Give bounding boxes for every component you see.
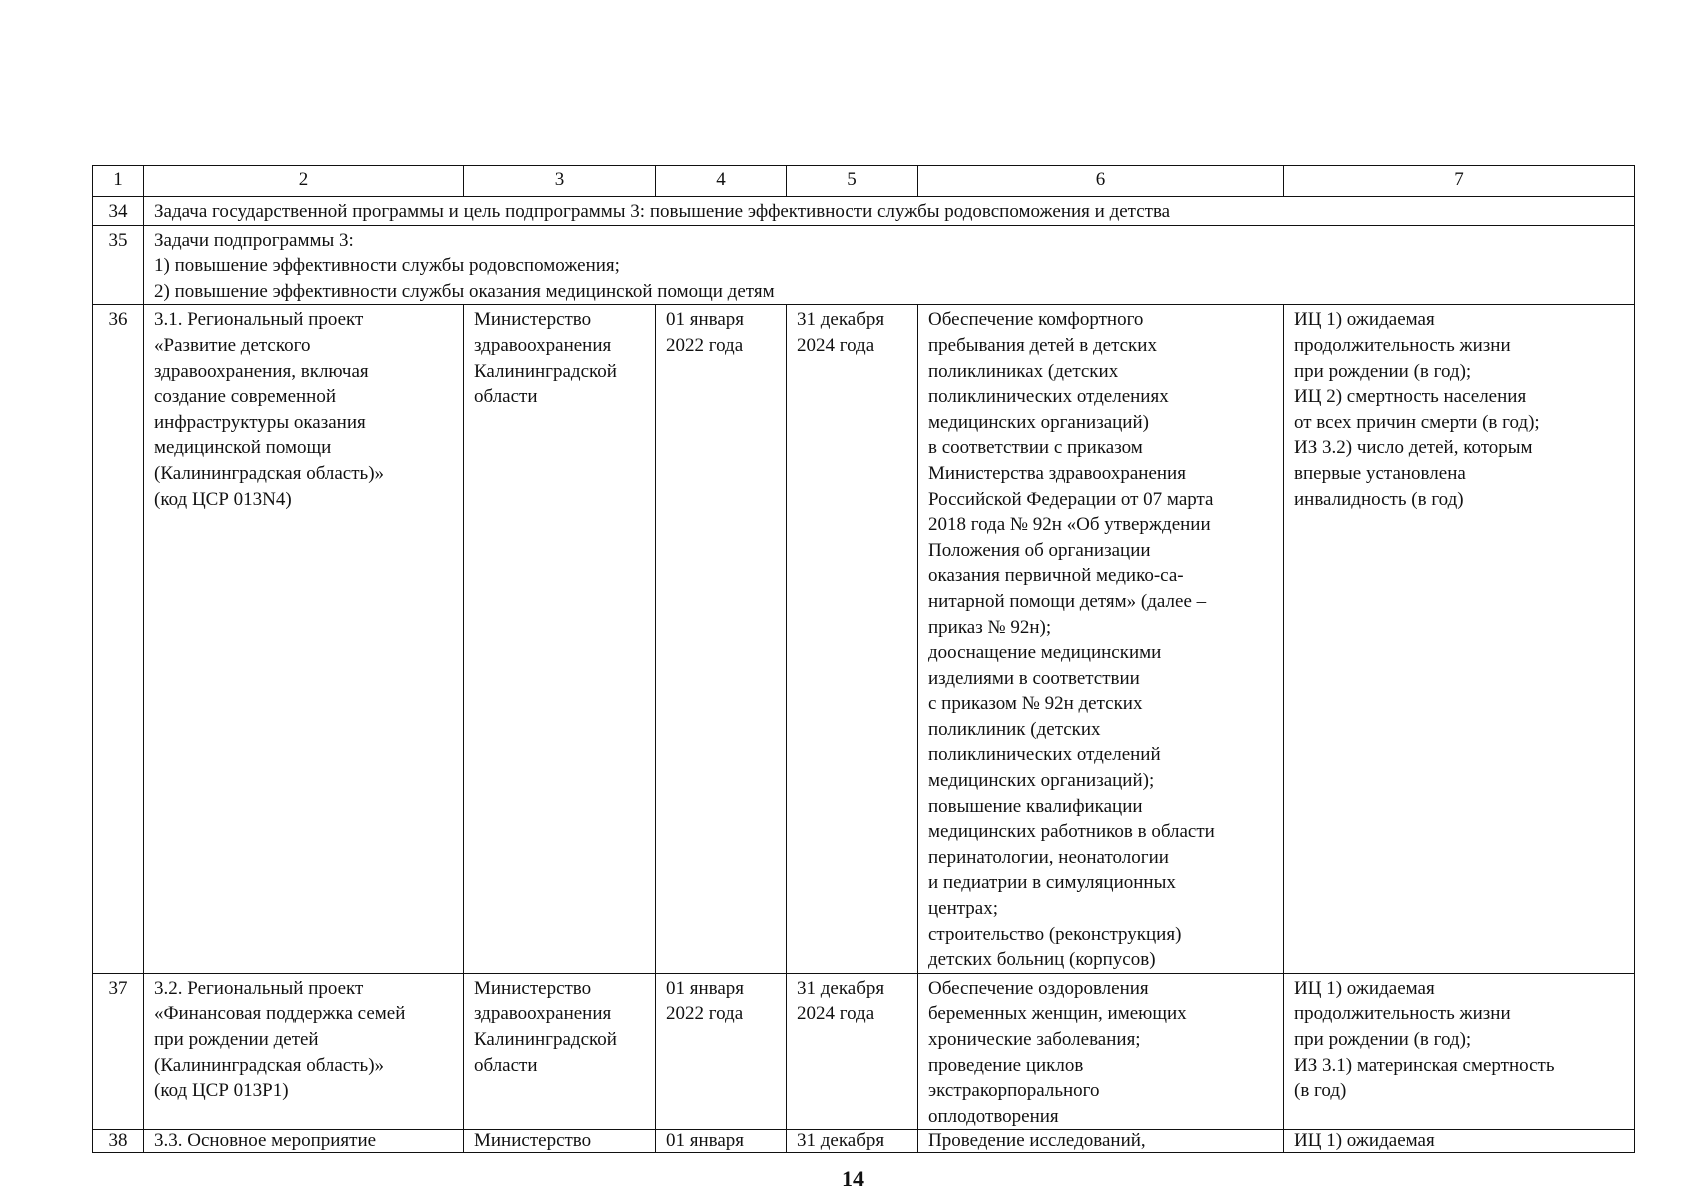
table-row-38 xyxy=(93,1130,1635,1153)
start-date: 01 января 2022 года xyxy=(656,973,787,1130)
end-date: 31 декабря xyxy=(787,1130,918,1153)
start-date: 01 января xyxy=(656,1130,787,1153)
column-number-row xyxy=(93,166,1635,197)
table-row-37 xyxy=(93,973,1635,1130)
expected-result: Обеспечение комфортного пребывания детей в детских поликлиниках (детских поликлинических отделениях медицинских организаций) в соответствии с приказом Министерства здравоохранения Российской Федерации от 07 марта 2018 года № 92н «Об утверждении Положения об организации оказания первичной медико-са- нитарной помощи детям» (далее – приказ № 92н); дооснащение медицинскими изделиями в соответствии с приказом № 92н детских поликлиник (детских поликлинических отделений медицинских организаций); повышение квалификации медицинских работников в области перинатологии, неонатологии и педиатрии в симуляционных центрах; строительство (реконструкция) детских больниц (корпусов) xyxy=(918,305,1284,973)
page-number: 14 xyxy=(842,1166,864,1191)
column-header-4: 4 xyxy=(656,166,787,197)
measure-name: 3.2. Региональный проект «Финансовая поддержка семей при рождении детей (Калининградская область)» (код ЦСР 013P1) xyxy=(144,973,464,1130)
subprogram-tasks: Задачи подпрограммы 3: 1) повышение эффективности службы родовспоможения; 2) повышение эффективности службы оказания медицинской помощи детям xyxy=(144,225,1635,305)
row-number: 36 xyxy=(93,305,144,973)
start-date: 01 января 2022 года xyxy=(656,305,787,973)
expected-result: Проведение исследований, xyxy=(918,1130,1284,1153)
program-goal: Задача государственной программы и цель подпрограммы 3: повышение эффективности службы родовспоможения и детства xyxy=(144,197,1635,226)
executor: Министерство xyxy=(464,1130,656,1153)
indicators: ИЦ 1) ожидаемая продолжительность жизни при рождении (в год); ИЗ 3.1) материнская смертность (в год) xyxy=(1284,973,1635,1130)
executor: Министерство здравоохранения Калининградской области xyxy=(464,973,656,1130)
table-row-35 xyxy=(93,225,1635,305)
column-header-7: 7 xyxy=(1284,166,1635,197)
expected-result: Обеспечение оздоровления беременных женщин, имеющих хронические заболевания; проведение циклов экстракорпорального оплодотворения xyxy=(918,973,1284,1130)
program-table xyxy=(92,165,1635,1153)
end-date: 31 декабря 2024 года xyxy=(787,973,918,1130)
row-number: 37 xyxy=(93,973,144,1130)
table-row-36 xyxy=(93,305,1635,973)
column-header-1: 1 xyxy=(93,166,144,197)
row-number: 38 xyxy=(93,1130,144,1153)
executor: Министерство здравоохранения Калининградской области xyxy=(464,305,656,973)
indicators: ИЦ 1) ожидаемая xyxy=(1284,1130,1635,1153)
column-header-3: 3 xyxy=(464,166,656,197)
column-header-2: 2 xyxy=(144,166,464,197)
column-header-6: 6 xyxy=(918,166,1284,197)
end-date: 31 декабря 2024 года xyxy=(787,305,918,973)
column-header-5: 5 xyxy=(787,166,918,197)
row-number: 35 xyxy=(93,225,144,305)
measure-name: 3.1. Региональный проект «Развитие детского здравоохранения, включая создание современной инфраструктуры оказания медицинской помощи (Калининградская область)» (код ЦСР 013N4) xyxy=(144,305,464,973)
indicators: ИЦ 1) ожидаемая продолжительность жизни при рождении (в год); ИЦ 2) смертность населения от всех причин смерти (в год); ИЗ 3.2) число детей, которым впервые установлена инвалидность (в год) xyxy=(1284,305,1635,973)
table-row-34 xyxy=(93,197,1635,226)
measure-name: 3.3. Основное мероприятие xyxy=(144,1130,464,1153)
row-number: 34 xyxy=(93,197,144,226)
